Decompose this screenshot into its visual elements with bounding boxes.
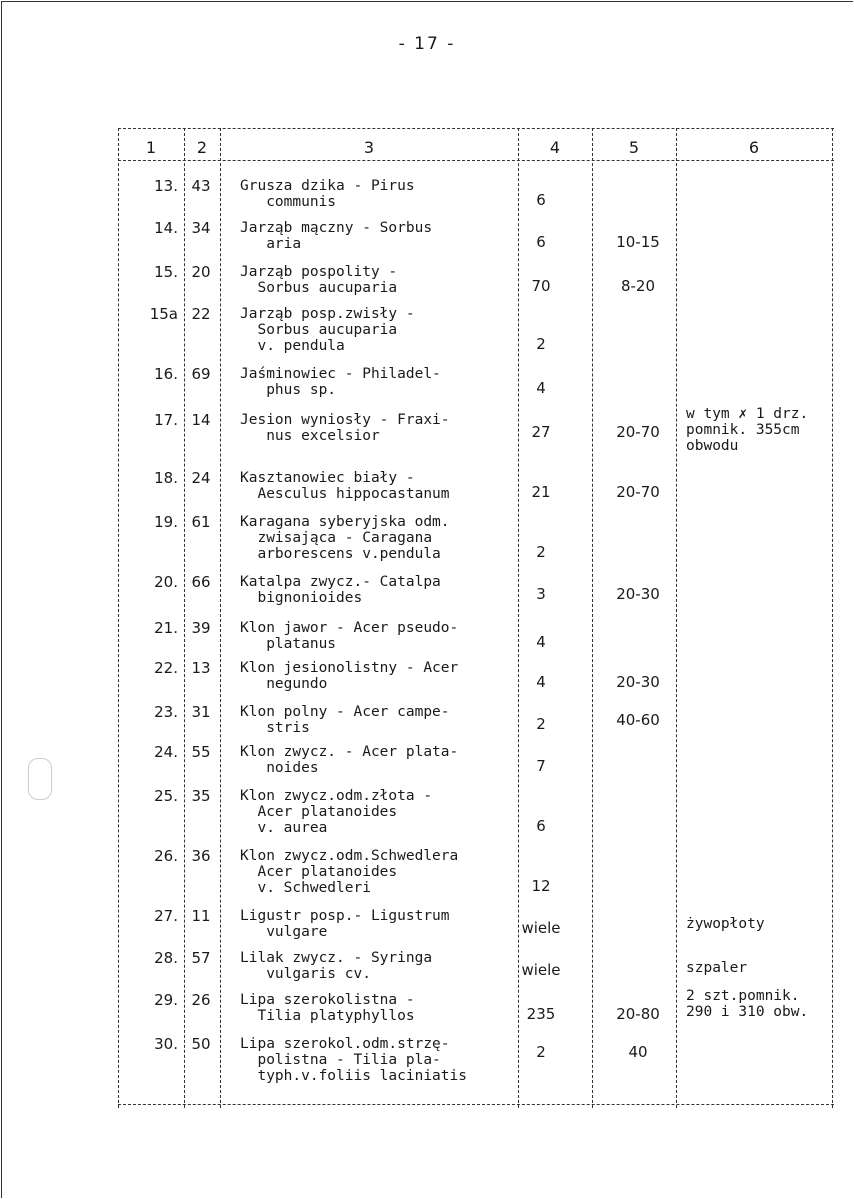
row-number: 11 — [191, 907, 211, 925]
row-lp: 18. — [154, 469, 178, 487]
row-number: 61 — [191, 513, 211, 531]
row-species: Klon polny - Acer campe- stris — [240, 704, 450, 736]
row-lp: 13. — [154, 177, 178, 195]
row-lp: 17. — [154, 411, 178, 429]
row-quantity: 70 — [531, 277, 551, 295]
row-quantity: 2 — [536, 335, 546, 353]
row-number: 35 — [191, 787, 211, 805]
row-species: Kasztanowiec biały - Aesculus hippocastanum — [240, 470, 450, 502]
row-quantity: 6 — [536, 191, 546, 209]
row-number: 50 — [191, 1035, 211, 1053]
page-number: - 17 - — [398, 34, 456, 54]
header-col-2: 2 — [196, 138, 208, 157]
row-species: Jarząb posp.zwisły - Sorbus aucuparia v. pendula — [240, 306, 415, 354]
punch-hole-mark — [28, 758, 52, 800]
row-size: 8-20 — [620, 277, 656, 295]
row-species: Karagana syberyjska odm. zwisająca - Caragana arborescens v.pendula — [240, 514, 450, 562]
row-note: szpaler — [686, 960, 748, 976]
row-lp: 20. — [154, 573, 178, 591]
header-col-6: 6 — [748, 138, 760, 157]
row-size: 20-70 — [616, 423, 660, 441]
row-quantity: wiele — [521, 919, 561, 937]
row-size: 40 — [628, 1043, 648, 1061]
row-species: Jesion wyniosły - Fraxi- nus excelsior — [240, 412, 450, 444]
row-number: 26 — [191, 991, 211, 1009]
row-number: 34 — [191, 219, 211, 237]
row-quantity: 12 — [531, 877, 551, 895]
row-lp: 22. — [154, 659, 178, 677]
row-quantity: 2 — [536, 543, 546, 561]
row-number: 13 — [191, 659, 211, 677]
row-quantity: 7 — [536, 757, 546, 775]
header-col-4: 4 — [549, 138, 561, 157]
row-lp: 24. — [154, 743, 178, 761]
row-number: 66 — [191, 573, 211, 591]
header-col-1: 1 — [145, 138, 157, 157]
row-lp: 19. — [154, 513, 178, 531]
row-number: 24 — [191, 469, 211, 487]
row-size: 20-70 — [616, 483, 660, 501]
row-number: 69 — [191, 365, 211, 383]
row-species: Lilak zwycz. - Syringa vulgaris cv. — [240, 950, 433, 982]
row-species: Ligustr posp.- Ligustrum vulgare — [240, 908, 450, 940]
row-quantity: 4 — [536, 673, 546, 691]
row-species: Klon zwycz. - Acer plata- noides — [240, 744, 459, 776]
row-species: Jaśminowiec - Philadel- phus sp. — [240, 366, 441, 398]
row-quantity: 27 — [531, 423, 551, 441]
row-lp: 14. — [154, 219, 178, 237]
row-lp: 25. — [154, 787, 178, 805]
row-quantity: 3 — [536, 585, 546, 603]
row-lp: 16. — [154, 365, 178, 383]
row-note: w tym ✗ 1 drz. pomnik. 355cm obwodu — [686, 406, 809, 454]
row-quantity: 21 — [531, 483, 551, 501]
row-size: 20-30 — [616, 673, 660, 691]
row-quantity: 235 — [526, 1005, 556, 1023]
row-size: 10-15 — [616, 233, 660, 251]
row-lp: 15a — [149, 305, 178, 323]
row-number: 22 — [191, 305, 211, 323]
row-species: Katalpa zwycz.- Catalpa bignonioides — [240, 574, 441, 606]
row-species: Lipa szerokol.odm.strzę- polistna - Tilia pla- typh.v.foliis laciniatis — [240, 1036, 467, 1084]
row-species: Jarząb pospolity - Sorbus aucuparia — [240, 264, 398, 296]
row-number: 20 — [191, 263, 211, 281]
header-col-3: 3 — [363, 138, 375, 157]
row-number: 36 — [191, 847, 211, 865]
row-note: 2 szt.pomnik. 290 i 310 obw. — [686, 988, 809, 1020]
row-species: Klon jesionolistny - Acer negundo — [240, 660, 459, 692]
row-species: Lipa szerokolistna - Tilia platyphyllos — [240, 992, 415, 1024]
row-number: 57 — [191, 949, 211, 967]
row-lp: 26. — [154, 847, 178, 865]
species-table — [118, 128, 834, 1108]
row-species: Klon zwycz.odm.złota - Acer platanoides v. aurea — [240, 788, 433, 836]
row-number: 39 — [191, 619, 211, 637]
row-note: żywopłoty — [686, 916, 765, 932]
row-species: Klon zwycz.odm.Schwedlera Acer platanoides v. Schwedleri — [240, 848, 459, 896]
row-species: Grusza dzika - Pirus communis — [240, 178, 415, 210]
row-lp: 27. — [154, 907, 178, 925]
row-size: 20-80 — [616, 1005, 660, 1023]
row-number: 31 — [191, 703, 211, 721]
row-quantity: 4 — [536, 379, 546, 397]
row-number: 14 — [191, 411, 211, 429]
row-quantity: wiele — [521, 961, 561, 979]
row-quantity: 2 — [536, 1043, 546, 1061]
row-lp: 15. — [154, 263, 178, 281]
row-quantity: 4 — [536, 633, 546, 651]
row-size: 20-30 — [616, 585, 660, 603]
row-size: 40-60 — [616, 711, 660, 729]
row-lp: 29. — [154, 991, 178, 1009]
row-quantity: 6 — [536, 233, 546, 251]
row-lp: 28. — [154, 949, 178, 967]
row-species: Klon jawor - Acer pseudo- platanus — [240, 620, 459, 652]
row-species: Jarząb mączny - Sorbus aria — [240, 220, 433, 252]
row-number: 55 — [191, 743, 211, 761]
row-quantity: 6 — [536, 817, 546, 835]
row-quantity: 2 — [536, 715, 546, 733]
header-col-5: 5 — [628, 138, 640, 157]
row-lp: 30. — [154, 1035, 178, 1053]
row-lp: 23. — [154, 703, 178, 721]
row-number: 43 — [191, 177, 211, 195]
row-lp: 21. — [154, 619, 178, 637]
